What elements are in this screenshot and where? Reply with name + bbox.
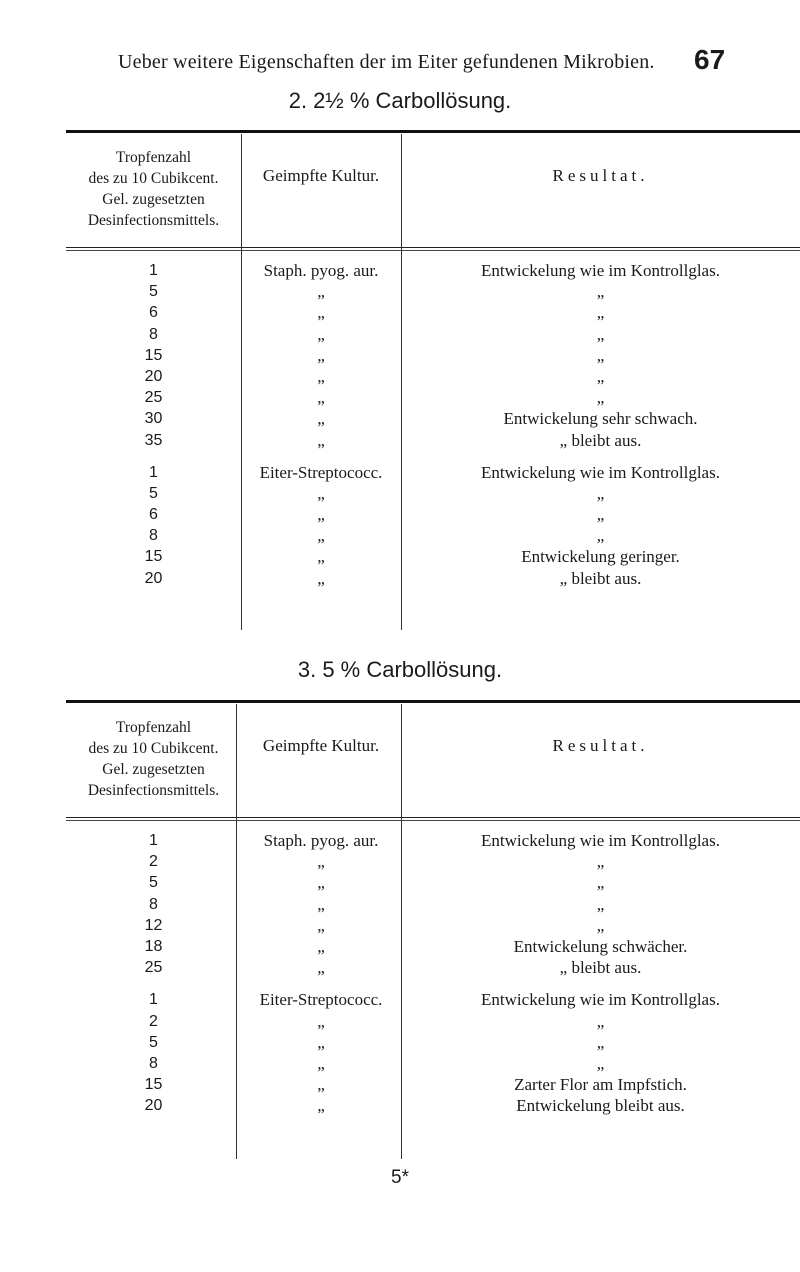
cell-kultur: „: [317, 568, 325, 588]
cell-kultur: „: [317, 526, 325, 546]
cell-resultat: „: [596, 894, 605, 914]
cell-tropfenzahl: 5: [149, 283, 158, 301]
cell-tropfenzahl: 15: [144, 548, 163, 566]
cell-resultat: Entwickelung wie im Kontrollglas.: [481, 261, 720, 280]
table-2: [66, 130, 800, 630]
header-rule: [66, 820, 800, 821]
cell-kultur: „: [317, 324, 325, 344]
cell-kultur: „: [317, 366, 325, 386]
cell-tropfenzahl: 8: [149, 325, 158, 343]
cell-resultat: „: [596, 1053, 605, 1073]
header-kultur: Geimpfte Kultur.: [262, 166, 380, 185]
cell-kultur: Eiter-Streptococc.: [259, 462, 383, 482]
cell-tropfenzahl: 5: [149, 1033, 158, 1051]
cell-tropfenzahl: 25: [144, 959, 163, 977]
cell-kultur: „: [317, 409, 325, 429]
cell-resultat: „: [596, 1032, 605, 1052]
table-top-rule: [66, 700, 800, 703]
cell-kultur: „: [317, 1096, 325, 1116]
cell-tropfenzahl: 8: [149, 527, 158, 545]
cell-tropfenzahl: 2: [149, 853, 158, 871]
cell-resultat: „: [596, 526, 605, 546]
table-3: [66, 700, 800, 1150]
group-gap: [241, 451, 401, 462]
column-tropfen: [66, 260, 241, 589]
cell-kultur: „: [317, 282, 325, 302]
cell-kultur: „: [317, 873, 325, 893]
cell-kultur: „: [317, 430, 325, 450]
group-gap: [401, 451, 800, 462]
header-rule: [66, 817, 800, 818]
cell-kultur: „: [317, 894, 325, 914]
cell-tropfenzahl: 20: [144, 1097, 163, 1115]
header-rule: [66, 250, 800, 251]
cell-kultur: „: [317, 852, 325, 872]
header-line: Desinfectionsmittels.: [87, 782, 220, 799]
cell-resultat: „ bleibt aus.: [559, 430, 642, 450]
page-number: 67: [694, 44, 726, 75]
cell-kultur: „: [317, 483, 325, 503]
cell-resultat: Entwickelung sehr schwach.: [503, 409, 698, 429]
cell-tropfenzahl: 12: [144, 916, 163, 934]
signature-mark: 5*: [391, 1167, 409, 1188]
cell-tropfenzahl: 6: [149, 304, 158, 322]
cell-kultur: „: [317, 936, 325, 956]
running-head: Ueber weitere Eigenschaften der im Eiter gefundenen Mikrobien.: [118, 51, 655, 73]
group-gap: [401, 978, 800, 989]
cell-resultat: „: [596, 873, 605, 893]
cell-tropfenzahl: 35: [144, 431, 163, 449]
cell-tropfenzahl: 1: [149, 463, 158, 481]
cell-kultur: Staph. pyog. aur.: [263, 261, 379, 280]
header-line: Gel. zugesetzten: [102, 761, 205, 778]
cell-tropfenzahl: 15: [144, 1076, 163, 1094]
cell-resultat: „: [596, 366, 605, 386]
cell-tropfenzahl: 6: [149, 506, 158, 524]
header-line: des zu 10 Cubikcent.: [88, 740, 219, 757]
cell-resultat: Entwickelung geringer.: [521, 547, 680, 567]
cell-tropfenzahl: 30: [144, 410, 163, 428]
cell-resultat: Entwickelung bleibt aus.: [516, 1096, 685, 1116]
cell-resultat: „: [596, 852, 605, 872]
cell-kultur: „: [317, 505, 325, 525]
column-kultur: [241, 830, 401, 1116]
cell-resultat: Entwickelung wie im Kontrollglas.: [481, 990, 720, 1010]
column-resultat: [401, 830, 800, 1116]
cell-tropfenzahl: 8: [149, 895, 158, 913]
cell-resultat: „: [596, 303, 605, 323]
cell-tropfenzahl: 25: [144, 389, 163, 407]
cell-resultat: „: [596, 915, 605, 935]
cell-resultat: Zarter Flor am Impfstich.: [514, 1075, 687, 1095]
group-gap: [66, 451, 241, 462]
header-line: Tropfenzahl: [115, 719, 192, 736]
table-2-title: 2. 2½ % Carbollösung.: [288, 88, 512, 113]
cell-tropfenzahl: 20: [144, 569, 163, 587]
table-top-rule: [66, 130, 800, 133]
header-resultat: Resultat.: [552, 736, 649, 755]
cell-kultur: „: [317, 1075, 325, 1095]
column-tropfen: [66, 830, 241, 1116]
cell-resultat: „: [596, 324, 605, 344]
group-gap: [241, 978, 401, 989]
header-kultur: Geimpfte Kultur.: [262, 736, 380, 755]
cell-kultur: „: [317, 958, 325, 978]
cell-resultat: „: [596, 388, 605, 408]
cell-kultur: „: [317, 303, 325, 323]
cell-kultur: Eiter-Streptococc.: [259, 990, 383, 1010]
cell-kultur: „: [317, 1011, 325, 1031]
cell-tropfenzahl: 18: [144, 937, 163, 955]
cell-kultur: „: [317, 345, 325, 365]
header-line: des zu 10 Cubikcent.: [88, 170, 219, 187]
cell-tropfenzahl: 5: [149, 874, 158, 892]
column-resultat: [401, 260, 800, 589]
cell-resultat: Entwickelung schwächer.: [513, 936, 688, 956]
header-line: Desinfectionsmittels.: [87, 212, 220, 229]
column-kultur: [241, 260, 401, 589]
header-line: Tropfenzahl: [115, 149, 192, 166]
cell-tropfenzahl: 2: [149, 1012, 158, 1030]
cell-tropfenzahl: 20: [144, 367, 163, 385]
table-3-title: 3. 5 % Carbollösung.: [297, 657, 503, 682]
cell-resultat: Entwickelung wie im Kontrollglas.: [481, 462, 720, 482]
cell-resultat: „: [596, 345, 605, 365]
cell-kultur: „: [317, 1053, 325, 1073]
cell-kultur: „: [317, 547, 325, 567]
cell-resultat: Entwickelung wie im Kontrollglas.: [481, 831, 720, 850]
header-line: Gel. zugesetzten: [102, 191, 205, 208]
cell-resultat: „ bleibt aus.: [559, 958, 642, 978]
cell-tropfenzahl: 15: [144, 346, 163, 364]
cell-kultur: Staph. pyog. aur.: [263, 831, 379, 850]
cell-resultat: „: [596, 505, 605, 525]
header-rule: [66, 247, 800, 248]
cell-resultat: „: [596, 282, 605, 302]
cell-tropfenzahl: 1: [149, 832, 158, 849]
cell-kultur: „: [317, 915, 325, 935]
header-tropfenzahl: [66, 147, 241, 231]
cell-kultur: „: [317, 1032, 325, 1052]
header-tropfenzahl: [66, 717, 241, 801]
group-gap: [66, 978, 241, 989]
cell-resultat: „: [596, 1011, 605, 1031]
cell-tropfenzahl: 1: [149, 262, 158, 279]
header-resultat: Resultat.: [552, 166, 649, 185]
cell-tropfenzahl: 1: [149, 991, 158, 1009]
cell-tropfenzahl: 8: [149, 1054, 158, 1072]
cell-kultur: „: [317, 388, 325, 408]
cell-resultat: „ bleibt aus.: [559, 568, 642, 588]
cell-tropfenzahl: 5: [149, 484, 158, 502]
cell-resultat: „: [596, 483, 605, 503]
